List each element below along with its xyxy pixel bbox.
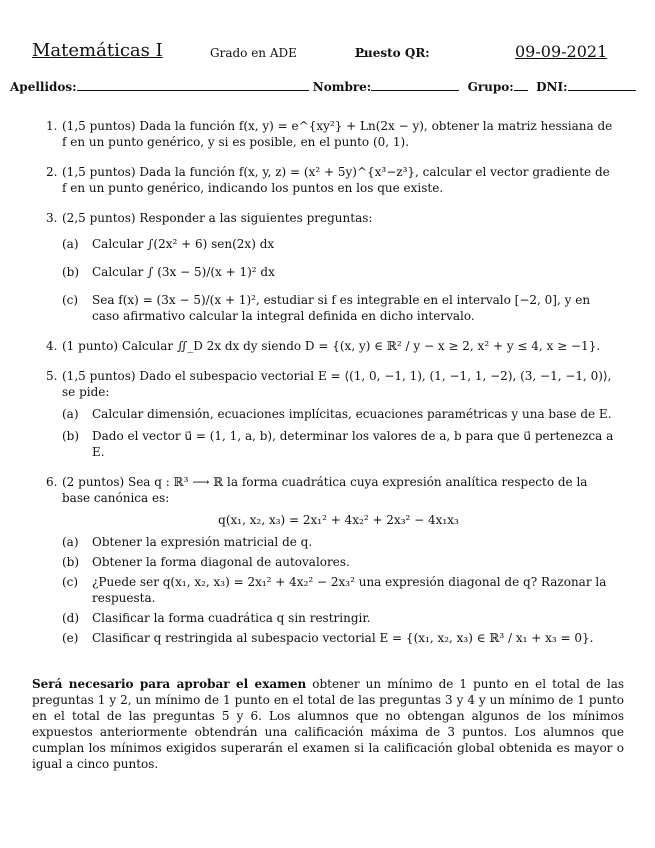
note-bold: Será necesario para aprobar el examen (32, 677, 307, 691)
question-5b: (b) Dado el vector u⃗ = (1, 1, a, b), determinar los valores de a, b para que u⃗ pertenezca a E. (62, 429, 614, 459)
pass-requirements-note (32, 676, 624, 772)
question-3: 3. (2,5 puntos) Responder a las siguientes preguntas: (a) Calcular ∫(2x² + 6) sen(2x) dx (b) Calcular ∫ (3x − 5)/(x + 1)² dx (c) Sea f(x) = (3x − 5)/(x + 1)², estudiar si f es integrable en el intervalo [−2, 0], y en caso afirmativo calcular la integral definida en dicho intervalo. (0, 210, 655, 324)
question-6c: (c) ¿Puede ser q(x₁, x₂, x₃) = 2x₁² + 4x₂² − 2x₃² una expresión diagonal de q? Razonar la respuesta. (62, 575, 607, 605)
apellidos-label: Apellidos: (10, 80, 77, 94)
question-6-formula: q(x₁, x₂, x₃) = 2x₁² + 4x₂² + 2x₃² − 4x₁x₃ (218, 513, 459, 527)
question-5-text: (1,5 puntos) Dado el subespacio vectorial E = ⟨(1, 0, −1, 1), (1, −1, 1, −2), (3, −1, −1, 0)⟩, se pide: (62, 369, 612, 399)
dni-field[interactable] (568, 80, 636, 91)
question-3a: (a) Calcular ∫(2x² + 6) sen(2x) dx (62, 237, 275, 251)
question-6d: (d) Clasificar la forma cuadrática q sin restringir. (62, 611, 371, 625)
question-4-text: (1 punto) Calcular ∬_D 2x dx dy siendo D = {(x, y) ∈ ℝ² / y − x ≥ 2, x² + y ≤ 4, x ≥ −1}. (62, 339, 601, 353)
puesto-blank[interactable] (355, 46, 367, 57)
question-2: 2. (1,5 puntos) Dada la función f(x, y, z) = (x² + 5y)^{x³−z³}, calcular el vector gradiente de f en un punto genérico, indicando los puntos en los que existe. (46, 165, 610, 195)
question-6e: (e) Clasificar q restringida al subespacio vectorial E = {(x₁, x₂, x₃) ∈ ℝ³ / x₁ + x₃ = 0}. (62, 631, 594, 645)
question-6a: (a) Obtener la expresión matricial de q. (62, 535, 313, 549)
note-text: obtener un mínimo de 1 punto en el total de las preguntas 1 y 2, un mínimo de 1 punto en el total de las preguntas 3 y 4 y un mínimo de 1 punto en el total de las preguntas 5 y 6. Los alumnos que no obtengan algunos de los mínimos expuestos anteriormente obtendrán una calificación máxima de 3 puntos. Los alumnos que cumplan los mínimos exigidos superarán el examen si la calificación global obtenida es mayor o igual a cinco puntos. (32, 677, 625, 771)
student-fields (10, 80, 650, 94)
question-list (0, 118, 655, 660)
question-3b: (b) Calcular ∫ (3x − 5)/(x + 1)² dx (62, 265, 275, 279)
dni-label: DNI: (536, 80, 568, 94)
question-3c: (c) Sea f(x) = (3x − 5)/(x + 1)², estudiar si f es integrable en el intervalo [−2, 0], y en caso afirmativo calcular la integral definida en dicho intervalo. (62, 293, 591, 323)
question-6b: (b) Obtener la forma diagonal de autovalores. (62, 555, 350, 569)
question-5a: (a) Calcular dimensión, ecuaciones implícitas, ecuaciones paramétricas y una base de E. (62, 407, 612, 421)
question-1-text: (1,5 puntos) Dada la función f(x, y) = e^{xy²} + Ln(2x − y), obtener la matriz hessiana de f en un punto genérico, y si es posible, en el punto (0, 1). (62, 119, 613, 149)
question-6: 6. (2 puntos) Sea q : ℝ³ ⟶ ℝ la forma cuadrática cuya expresión analítica respecto de la base canónica es: q(x₁, x₂, x₃) = 2x₁² + 4x₂² + 2x₃² − 4x₁x₃ (a) Obtener la expresión matricial de q. (b) Obtener la forma diagonal de autovalores. (c) ¿Puede ser q(x₁, x₂, x₃) = 2x₁² + 4x₂² − 2x₃² una expresión diagonal de q? Razonar la respuesta. (d) Clasificar la forma cuadrática q sin restringir. (e) Clasificar q restringida al subespacio vectorial E = {(x₁, x₂, x₃) ∈ ℝ³ / x₁ + x₃ = 0}. (0, 474, 655, 646)
question-5: 5. (1,5 puntos) Dado el subespacio vectorial E = ⟨(1, 0, −1, 1), (1, −1, 1, −2), (3, −1, −1, 0)⟩, se pide: (a) Calcular dimensión, ecuaciones implícitas, ecuaciones paramétricas y una base de E. (b) Dado el vector u⃗ = (1, 1, a, b), determinar los valores de a, b para que u⃗ pertenezca a E. (46, 369, 614, 459)
question-6-text: (2 puntos) Sea q : ℝ³ ⟶ ℝ la forma cuadrática cuya expresión analítica respecto de la base canónica es: (62, 475, 588, 505)
question-4: 4. (1 punto) Calcular ∬_D 2x dx dy siendo D = {(x, y) ∈ ℝ² / y − x ≥ 2, x² + y ≤ 4, x ≥ −1}. (46, 339, 601, 353)
nombre-field[interactable] (371, 80, 459, 91)
question-2-text: (1,5 puntos) Dada la función f(x, y, z) = (x² + 5y)^{x³−z³}, calcular el vector gradiente de f en un punto genérico, indicando los puntos en los que existe. (62, 165, 610, 195)
exam-date: 09-09-2021 (515, 42, 608, 61)
nombre-label: Nombre: (312, 80, 372, 94)
subject-title: Matemáticas I (32, 40, 163, 61)
question-3-text: (2,5 puntos) Responder a las siguientes preguntas: (62, 211, 373, 225)
exam-header: Matemáticas I Grado en ADE Puesto QR: 09-09-2021 (32, 40, 608, 61)
apellidos-field[interactable] (77, 80, 309, 91)
grupo-field[interactable] (514, 80, 528, 91)
question-1: 1. (1,5 puntos) Dada la función f(x, y) = e^{xy²} + Ln(2x − y), obtener la matriz hessiana de f en un punto genérico, y si es posible, en el punto (0, 1). (46, 119, 613, 149)
grupo-label: Grupo: (467, 80, 514, 94)
degree-label: Grado en ADE (210, 46, 297, 60)
